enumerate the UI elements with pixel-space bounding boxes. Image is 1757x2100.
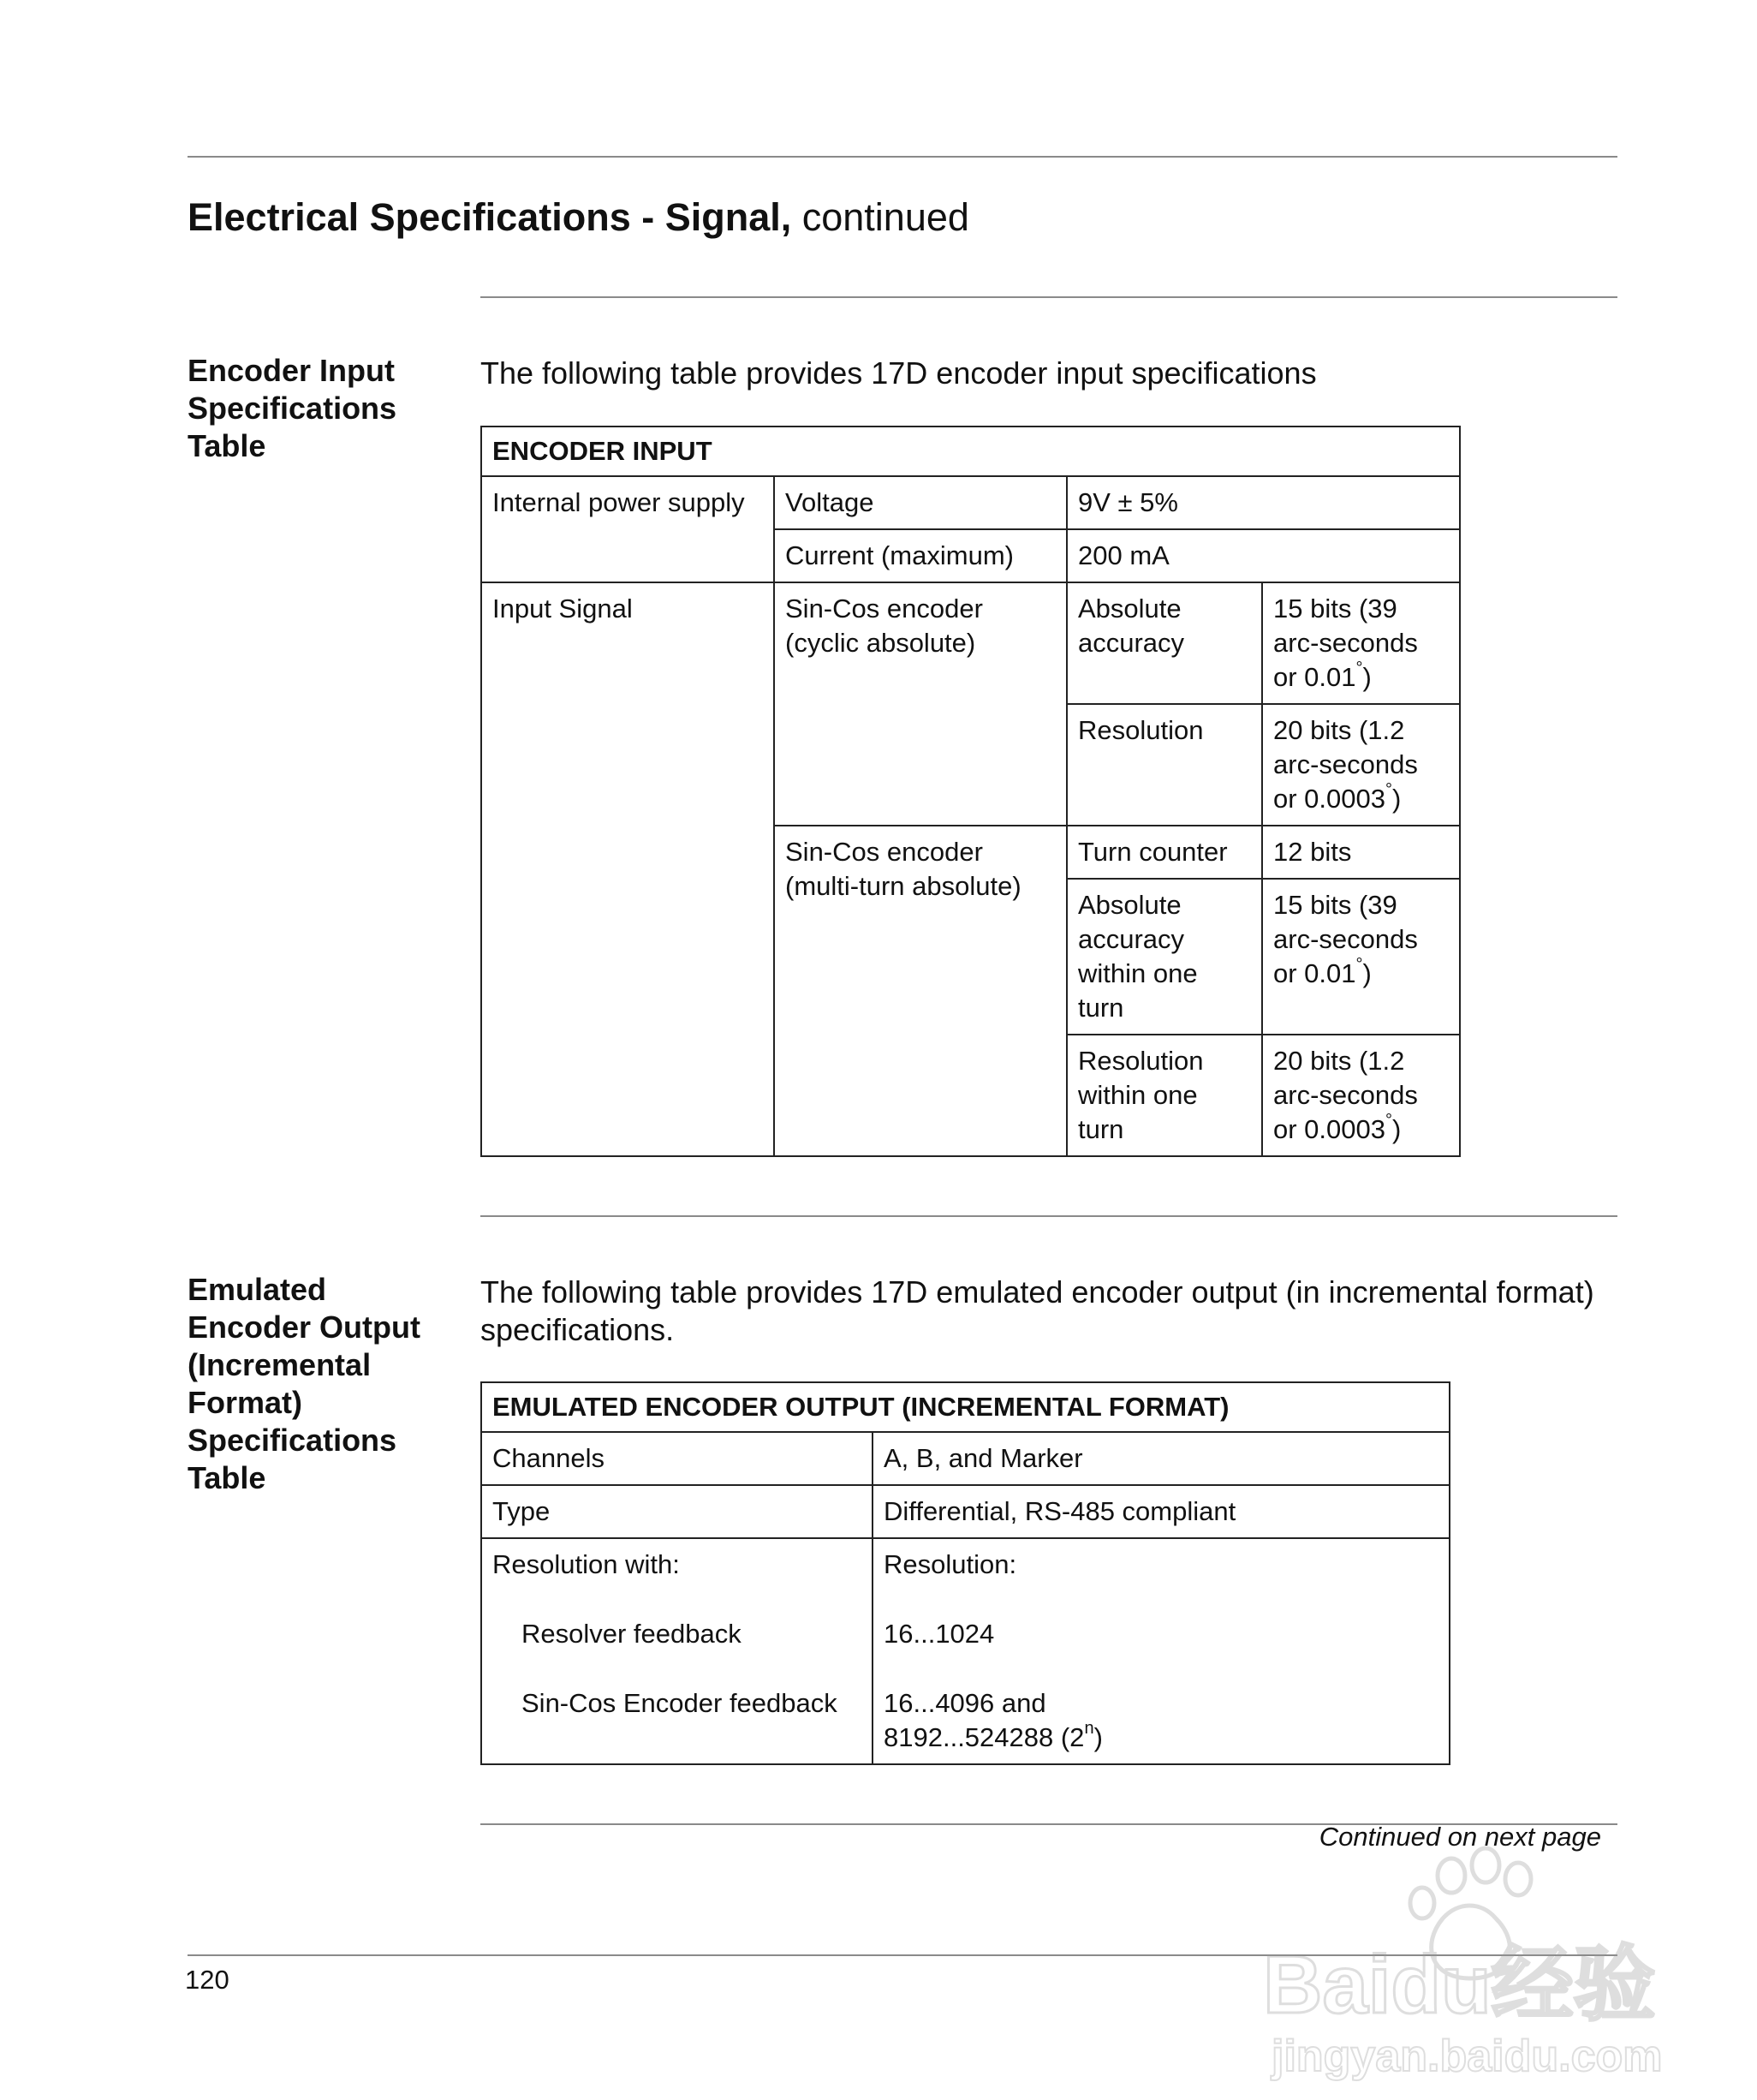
table-cell: Sin-Cos encoder (cyclic absolute) [774,582,1067,826]
watermark-brand: Baidu经验 [1263,1939,1656,2031]
table-cell: Resolution [1067,704,1262,826]
table-cell: A, B, and Marker [873,1432,1450,1485]
table-cell: Voltage [774,476,1067,529]
table-cell: Sin-Cos encoder (multi-turn absolute) [774,826,1067,1156]
table-cell: Turn counter [1067,826,1262,879]
encoder-input-table [480,426,1461,1157]
section1-rule [480,296,1617,298]
top-rule [188,156,1617,158]
table-cell: Resolution: 16...1024 16...4096 and 8192...524288 (2$^n$) [873,1538,1450,1764]
table-header-row [481,427,1460,476]
table-row [481,1485,1450,1538]
table-cell: 12 bits [1262,826,1460,879]
section2-heading: Emulated Encoder Output (Incremental Format) Specifications Table [188,1272,420,1495]
section2-intro: The following table provides 17D emulated encoder output (in incremental format) specifications. [480,1274,1594,1347]
table-cell: 200 mA [1067,529,1460,582]
table-cell: Current (maximum) [774,529,1067,582]
table-cell: 15 bits (39 arc-seconds or 0.01°) [1262,582,1460,704]
table-cell: Absolute accuracy within one turn [1067,879,1262,1035]
table-header: ENCODER INPUT [481,427,1460,476]
section1-intro: The following table provides 17D encoder input specifications [480,355,1317,391]
emulated-encoder-table [480,1381,1450,1765]
baidu-watermark-logo [1246,1841,1683,2081]
page-number: 120 [185,1965,229,1995]
table-row [481,476,1460,529]
page-title: Electrical Specifications - Signal, continued [188,195,969,239]
table-cell: Absolute accuracy [1067,582,1262,704]
table-cell: 20 bits (1.2 arc-seconds or 0.0003°) [1262,1035,1460,1156]
table-cell: Type [481,1485,873,1538]
table-header: EMULATED ENCODER OUTPUT (INCREMENTAL FORMAT) [481,1382,1450,1432]
table-cell: 9V ± 5% [1067,476,1460,529]
watermark-url: jingyan.baidu.com [1272,2031,1663,2081]
table-cell: 15 bits (39 arc-seconds or 0.01°) [1262,879,1460,1035]
table-cell: 20 bits (1.2 arc-seconds or 0.0003°) [1262,704,1460,826]
section1-heading: Encoder Input Specifications Table [188,353,397,463]
table-header-row [481,1382,1450,1432]
table-cell: Input Signal [481,582,774,1156]
table-cell: Differential, RS-485 compliant [873,1485,1450,1538]
continued-note: Continued on next page [1319,1822,1601,1852]
table-cell: Channels [481,1432,873,1485]
section2-rule [480,1215,1617,1217]
table-row [481,582,1460,704]
table-cell: Resolution within one turn [1067,1035,1262,1156]
table-row [481,1538,1450,1764]
table-cell: Resolution with: Resolver feedback Sin-Cos Encoder feedback [481,1538,873,1764]
table-cell: Internal power supply [481,476,774,582]
table-row [481,1432,1450,1485]
